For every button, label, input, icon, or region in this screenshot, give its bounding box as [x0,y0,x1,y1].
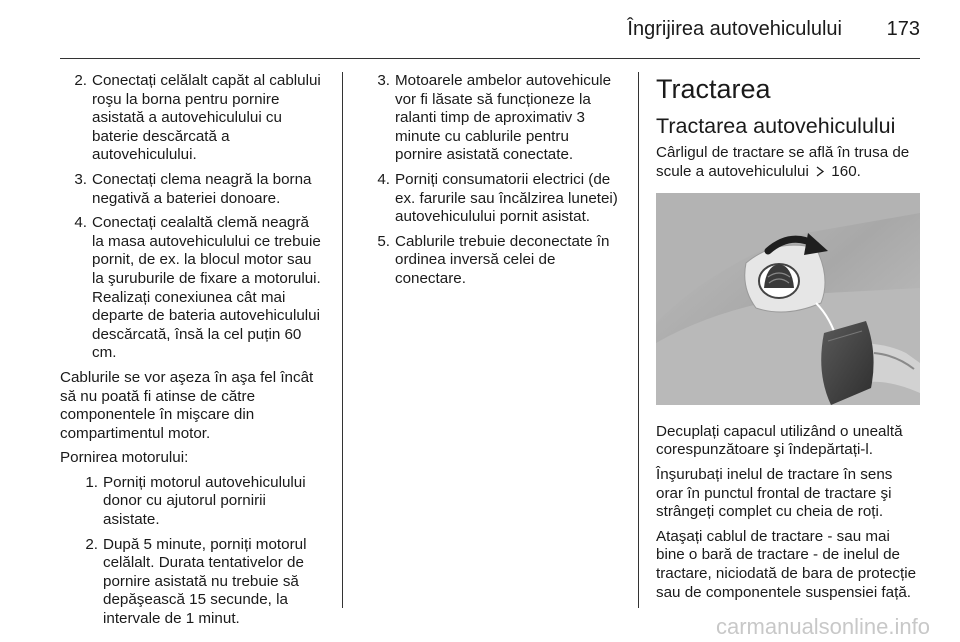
page-reference-arrow-icon [815,166,825,177]
list-item [363,171,618,227]
list-number: 2. [74,72,87,89]
section-subheading: Tractarea autovehiculului [656,114,896,138]
paragraph: Ataşați cablul de tractare - sau mai bine o bară de tractare - de inelul de tractare, niciodată de bara de protecție sau de componentele suspensiei față. [656,527,917,601]
list-item [60,474,324,530]
column-divider [342,72,343,608]
list-item [363,72,618,165]
list-item [60,171,324,208]
paragraph: Pornirea motorului: [60,449,189,467]
list-number: 4. [74,214,87,232]
paragraph: Înşurubați inelul de tractare în sens orar în punctul frontal de tractare şi strângeți complet cu cheia de roți. [656,465,893,521]
section-heading: Tractarea [656,74,771,104]
page-reference: 160. [831,162,861,180]
list-number: 2. [85,535,98,553]
list-text: Conectați celălalt capăt al cablului roşu la borna pentru pornire asistată a autovehiculului cu baterie descărcată a autovehiculului. [92,72,321,164]
list-item [363,233,618,289]
page-header [0,14,960,54]
page-number: 173 [886,18,920,40]
list-item [60,72,324,165]
list-number: 3. [377,72,390,89]
list-text: Conectați cealaltă clemă neagră la masa autovehiculului ce trebuie pornit, de ex. la blocul motor sau la şuruburile de fixare a motorului. Realizați conexiunea cât mai departe de bateria autovehiculului descărcată, însă la cel puțin 60 cm. [92,214,321,362]
page-header-title: Îngrijirea autovehiculului [627,18,842,40]
list-number: 4. [377,170,390,188]
list-text: Conectați clema neagră la borna negativă a bateriei donoare. [92,170,312,207]
list-number: 3. [74,170,87,188]
towing-eye-cover-illustration [656,193,920,405]
list-text: După 5 minute, porniți motorul celălalt. Durata tentativelor de pornire asistată nu trebuie să depăşească 15 secunde, la intervale de 1 minut. [103,535,307,628]
list-text: Porniți motorul autovehiculului donor cu ajutorul pornirii asistate. [103,473,306,529]
paragraph: Decuplați capacul utilizând o unealtă corespunzătoare şi îndepărtați-l. [656,422,903,459]
header-rule [60,58,920,59]
column-divider [638,72,639,608]
intro-paragraph [656,144,922,181]
list-text: Porniți consumatorii electrici (de ex. farurile sau încălzirea lunetei) autovehiculului pornit asistat. [395,170,618,226]
list-number: 5. [377,232,390,250]
list-item [60,214,324,363]
list-text: Motoarele ambelor autovehicule vor fi lăsate să funcționeze la ralanti timp de aproximativ 3 minute cu cablurile pentru pornire asistată conectate. [395,72,612,164]
column-1 [60,72,324,635]
list-item [60,536,324,629]
list-number: 1. [85,473,98,491]
watermark: carmanualsonline.info [715,614,930,639]
list-text: Cablurile trebuie deconectate în ordinea inversă celei de conectare. [395,232,610,287]
column-2 [363,72,618,295]
intro-text: Cârligul de tractare se află în trusa de scule a autovehiculului [656,144,910,180]
column-3 [656,72,922,608]
paragraph: Cablurile se vor aşeza în aşa fel încât să nu poată fi atinse de către componentele în mişcare din compartimentul motor. [60,368,314,442]
